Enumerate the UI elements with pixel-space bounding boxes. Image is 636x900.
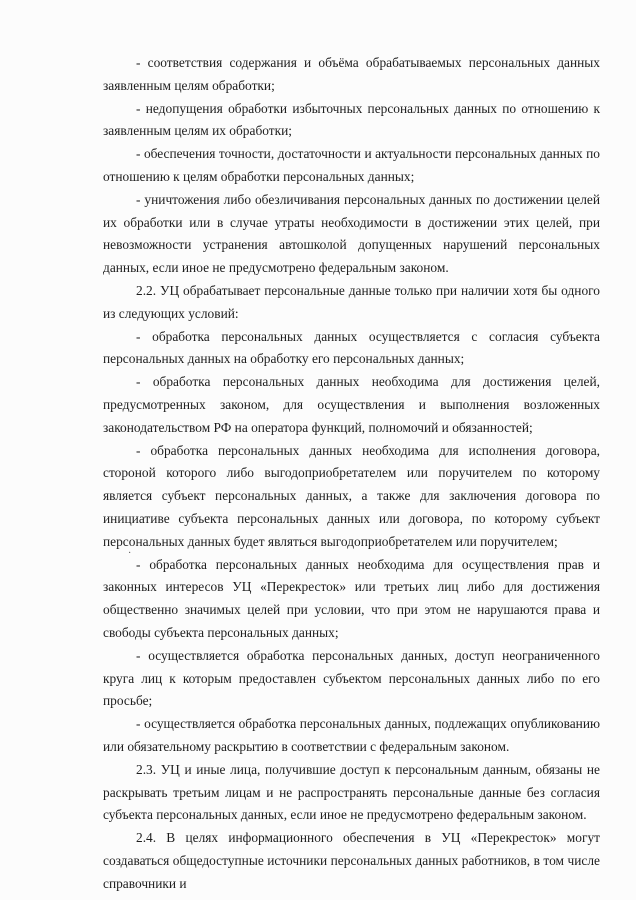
document-body bbox=[103, 52, 600, 895]
paragraph: - обработка персональных данных необходима для достижения целей, предусмотренных законом, для осуществления и выполнения возложенных законодательством РФ на оператора функций, полномочий и обязанностей; bbox=[103, 374, 600, 435]
paragraph: - недопущения обработки избыточных персональных данных по отношению к заявленным целям их обработки; bbox=[103, 100, 600, 139]
section-paragraph: 2.3. УЦ и иные лица, получившие доступ к персональным данным, обязаны не раскрывать третьим лицам и не распространять персональные данные без согласия субъекта персональных данных, если иное не предусмотрено федеральным законом. bbox=[103, 761, 600, 823]
scan-mark: · bbox=[128, 548, 132, 559]
paragraph: - обработка персональных данных необходима для осуществления прав и законных интересов УЦ «Перекресток» или третьих лиц либо для достижения общественно значимых целей при условии, что при этом не нарушаются права и свободы субъекта персональных данных; bbox=[103, 556, 600, 640]
paragraph: - обработка персональных данных необходима для исполнения договора, стороной которого либо выгодоприобретателем или поручителем по которому является субъект персональных данных, а также для заключения договора по инициативе субъекта персональных данных или договора, по которому субъект персональных данных будет являться выгодоприобретателем или поручителем; bbox=[103, 442, 600, 549]
paragraph: - осуществляется обработка персональных данных, доступ неограниченного круга лиц к которым предоставлен субъектом персональных данных либо по его просьбе; bbox=[103, 647, 600, 709]
paragraph: - обработка персональных данных осуществляется с согласия субъекта персональных данных на обработку его персональных данных; bbox=[103, 328, 600, 367]
paragraph: - осуществляется обработка персональных данных, подлежащих опубликованию или обязательному раскрытию в соответствии с федеральным законом. bbox=[103, 716, 600, 754]
section-paragraph: 2.2. УЦ обрабатывает персональные данные только при наличии хотя бы одного из следующих условий: bbox=[103, 282, 600, 321]
paragraph: - уничтожения либо обезличивания персональных данных по достижении целей их обработки или в случае утраты необходимости в достижении этих целей, при невозможности устранения автошколой допущенных нарушений персональных данных, если иное не предусмотрено федеральным законом. bbox=[103, 191, 600, 276]
paragraph: - обеспечения точности, достаточности и актуальности персональных данных по отношению к целям обработки персональных данных; bbox=[103, 146, 600, 184]
section-paragraph: 2.4. В целях информационного обеспечения в УЦ «Перекресток» могут создаваться общедоступные источники персональных данных работников, в том числе справочники и bbox=[103, 830, 600, 891]
paragraph: - соответствия содержания и объёма обрабатываемых персональных данных заявленным целям обработки; bbox=[103, 55, 600, 93]
